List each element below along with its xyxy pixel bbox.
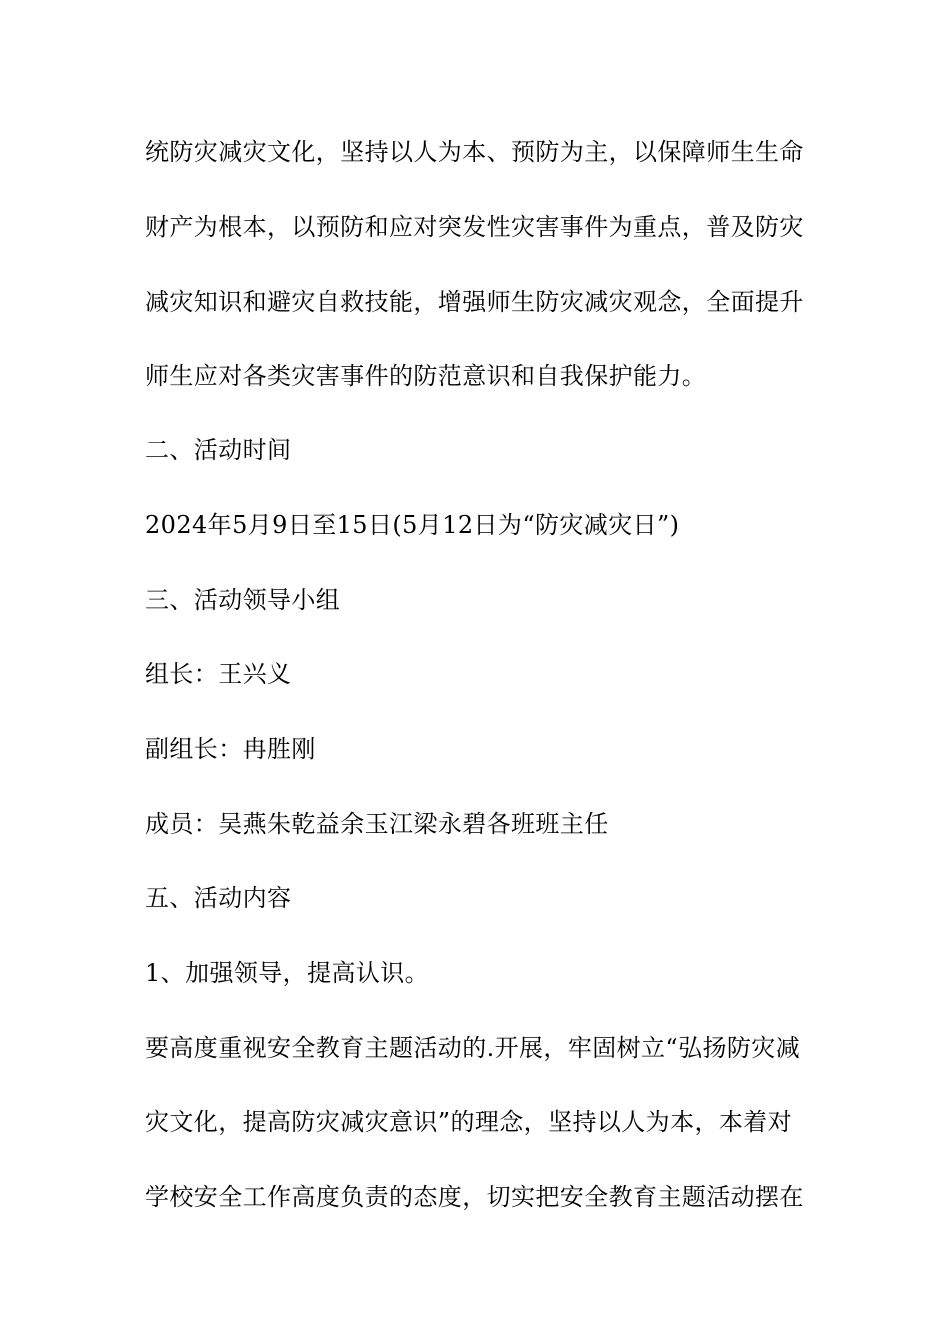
section-heading: 二、活动时间	[145, 436, 292, 464]
paragraph-line: 2024年5月9日至15日(5月12日为“防灾减灾日”)	[145, 511, 680, 539]
paragraph-line: 财产为根本，以预防和应对突发性灾害事件为重点，普及防灾	[145, 213, 804, 241]
paragraph-line: 减灾知识和避灾自救技能，增强师生防灾减灾观念，全面提升	[145, 288, 804, 316]
paragraph-line: 要高度重视安全教育主题活动的.开展，牢固树立“弘扬防灾减	[145, 1034, 801, 1062]
subsection-heading: 1、加强领导，提高认识。	[145, 959, 430, 987]
paragraph-line: 副组长：冉胜刚	[145, 735, 316, 763]
paragraph-line: 统防灾减灾文化，坚持以人为本、预防为主，以保障师生生命	[145, 138, 804, 166]
paragraph-line: 师生应对各类灾害事件的防范意识和自我保护能力。	[145, 362, 707, 390]
section-heading: 三、活动领导小组	[145, 586, 341, 614]
paragraph-line: 学校安全工作高度负责的态度，切实把安全教育主题活动摆在	[145, 1183, 804, 1211]
paragraph-line: 成员：吴燕朱乾益余玉江梁永碧各班班主任	[145, 810, 609, 838]
paragraph-line: 灾文化，提高防灾减灾意识”的理念，坚持以人为本，本着对	[145, 1108, 793, 1136]
paragraph-line: 组长：王兴义	[145, 660, 292, 688]
section-heading: 五、活动内容	[145, 884, 292, 912]
